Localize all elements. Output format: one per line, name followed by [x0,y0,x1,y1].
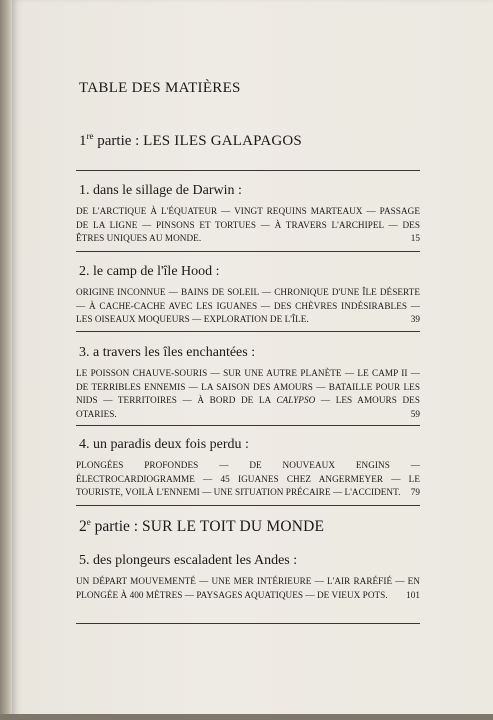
part-ordinal-suffix: e [86,517,91,527]
chapter-summary-text-end: — LES AMOURS DES OTARIES. [76,395,420,420]
part-label: partie : [94,518,139,536]
chapter-title: 5. des plongeurs escaladent les Andes : [79,553,298,568]
part-2-heading [79,517,324,536]
chapter-summary [76,286,420,327]
chapter-title: 4. un paradis deux fois perdu : [79,437,249,452]
part-ordinal-suffix: re [86,131,94,141]
chapter-summary-text: ORIGINE INCONNUE — BAINS DE SOLEIL — CHRONIQUE D'UNE ÎLE DÉSERTE — À CACHE-CACHE AVEC LES IGUANES — DES CHÈVRES INDÉSIRABLES — LES OISEAUX MOQUEURS — EXPLORATION DE L'ÎLE. [76,287,420,325]
chapter-2 [76,263,420,327]
chapter-summary [76,459,420,500]
chapter-4 [76,436,420,500]
chapter-5 [76,552,420,602]
chapter-summary [76,575,420,602]
chapter-1 [76,182,420,246]
chapter-summary-text: DE L'ARCTIQUE À L'ÉQUATEUR — VINGT REQUINS MARTEAUX — PASSAGE DE LA LIGNE — PINSONS ET TORTUES — À TRAVERS L'ARCHIPEL — DES ÊTRES UNIQUES AU MONDE. [76,206,420,244]
part-number: 2 [79,518,87,536]
page-bottom-edge [0,714,493,720]
part-name: SUR LE TOIT DU MONDE [141,518,325,536]
book-spine-shadow [0,0,12,720]
chapter-page-number: 39 [410,314,420,325]
divider-rule [76,331,420,332]
chapter-summary [76,205,420,246]
divider-rule [76,251,420,252]
ship-name-italic: CALYPSO [276,395,316,406]
divider-rule [76,505,420,506]
part-name: LES ILES GALAPAGOS [143,133,302,149]
chapter-title: 2. le camp de l'île Hood : [79,264,220,279]
part-label: partie : [97,133,140,149]
chapter-page-number: 79 [410,487,420,498]
chapter-summary-text: LE POISSON CHAUVE-SOURIS — SUR UNE AUTRE PLANÈTE — LE CAMP II — DE TERRIBLES ENNEMIS — LA SAISON DES AMOURS — BATAILLE POUR LES NIDS — TERRITOIRES — À BORD DE LA [76,368,420,406]
chapter-page-number: 101 [406,589,420,600]
chapter-3 [76,344,420,422]
chapter-page-number: 15 [410,233,420,244]
chapter-page-number: 59 [410,409,420,420]
chapter-title: 3. a travers les îles enchantées : [79,345,256,360]
chapter-summary-text: UN DÉPART MOUVEMENTÉ — UNE MER INTÉRIEURE — L'AIR RARÉFIÉ — EN PLONGÉE À 400 MÈTRES — PAYSAGES AQUATIQUES — DE VIEUX POTS. [76,576,420,600]
book-page [12,0,493,720]
chapter-summary-text: PLONGÉES PROFONDES — DE NOUVEAUX ENGINS — ÉLECTROCARDIOGRAMME — 45 IGUANES CHEZ ANGERMEYER — LE TOURISTE, VOILÀ L'ENNEMI — UNE SITUATION PRÉCAIRE — L'ACCIDENT. [76,460,420,498]
divider-rule [76,170,420,171]
toc-heading: TABLE DES MATIÈRES [79,80,241,96]
divider-rule [76,623,420,624]
divider-rule [76,425,420,426]
chapter-summary [76,367,420,422]
part-number: 1 [79,133,87,149]
part-1-heading [79,131,302,150]
chapter-title: 1. dans le sillage de Darwin : [79,183,242,198]
